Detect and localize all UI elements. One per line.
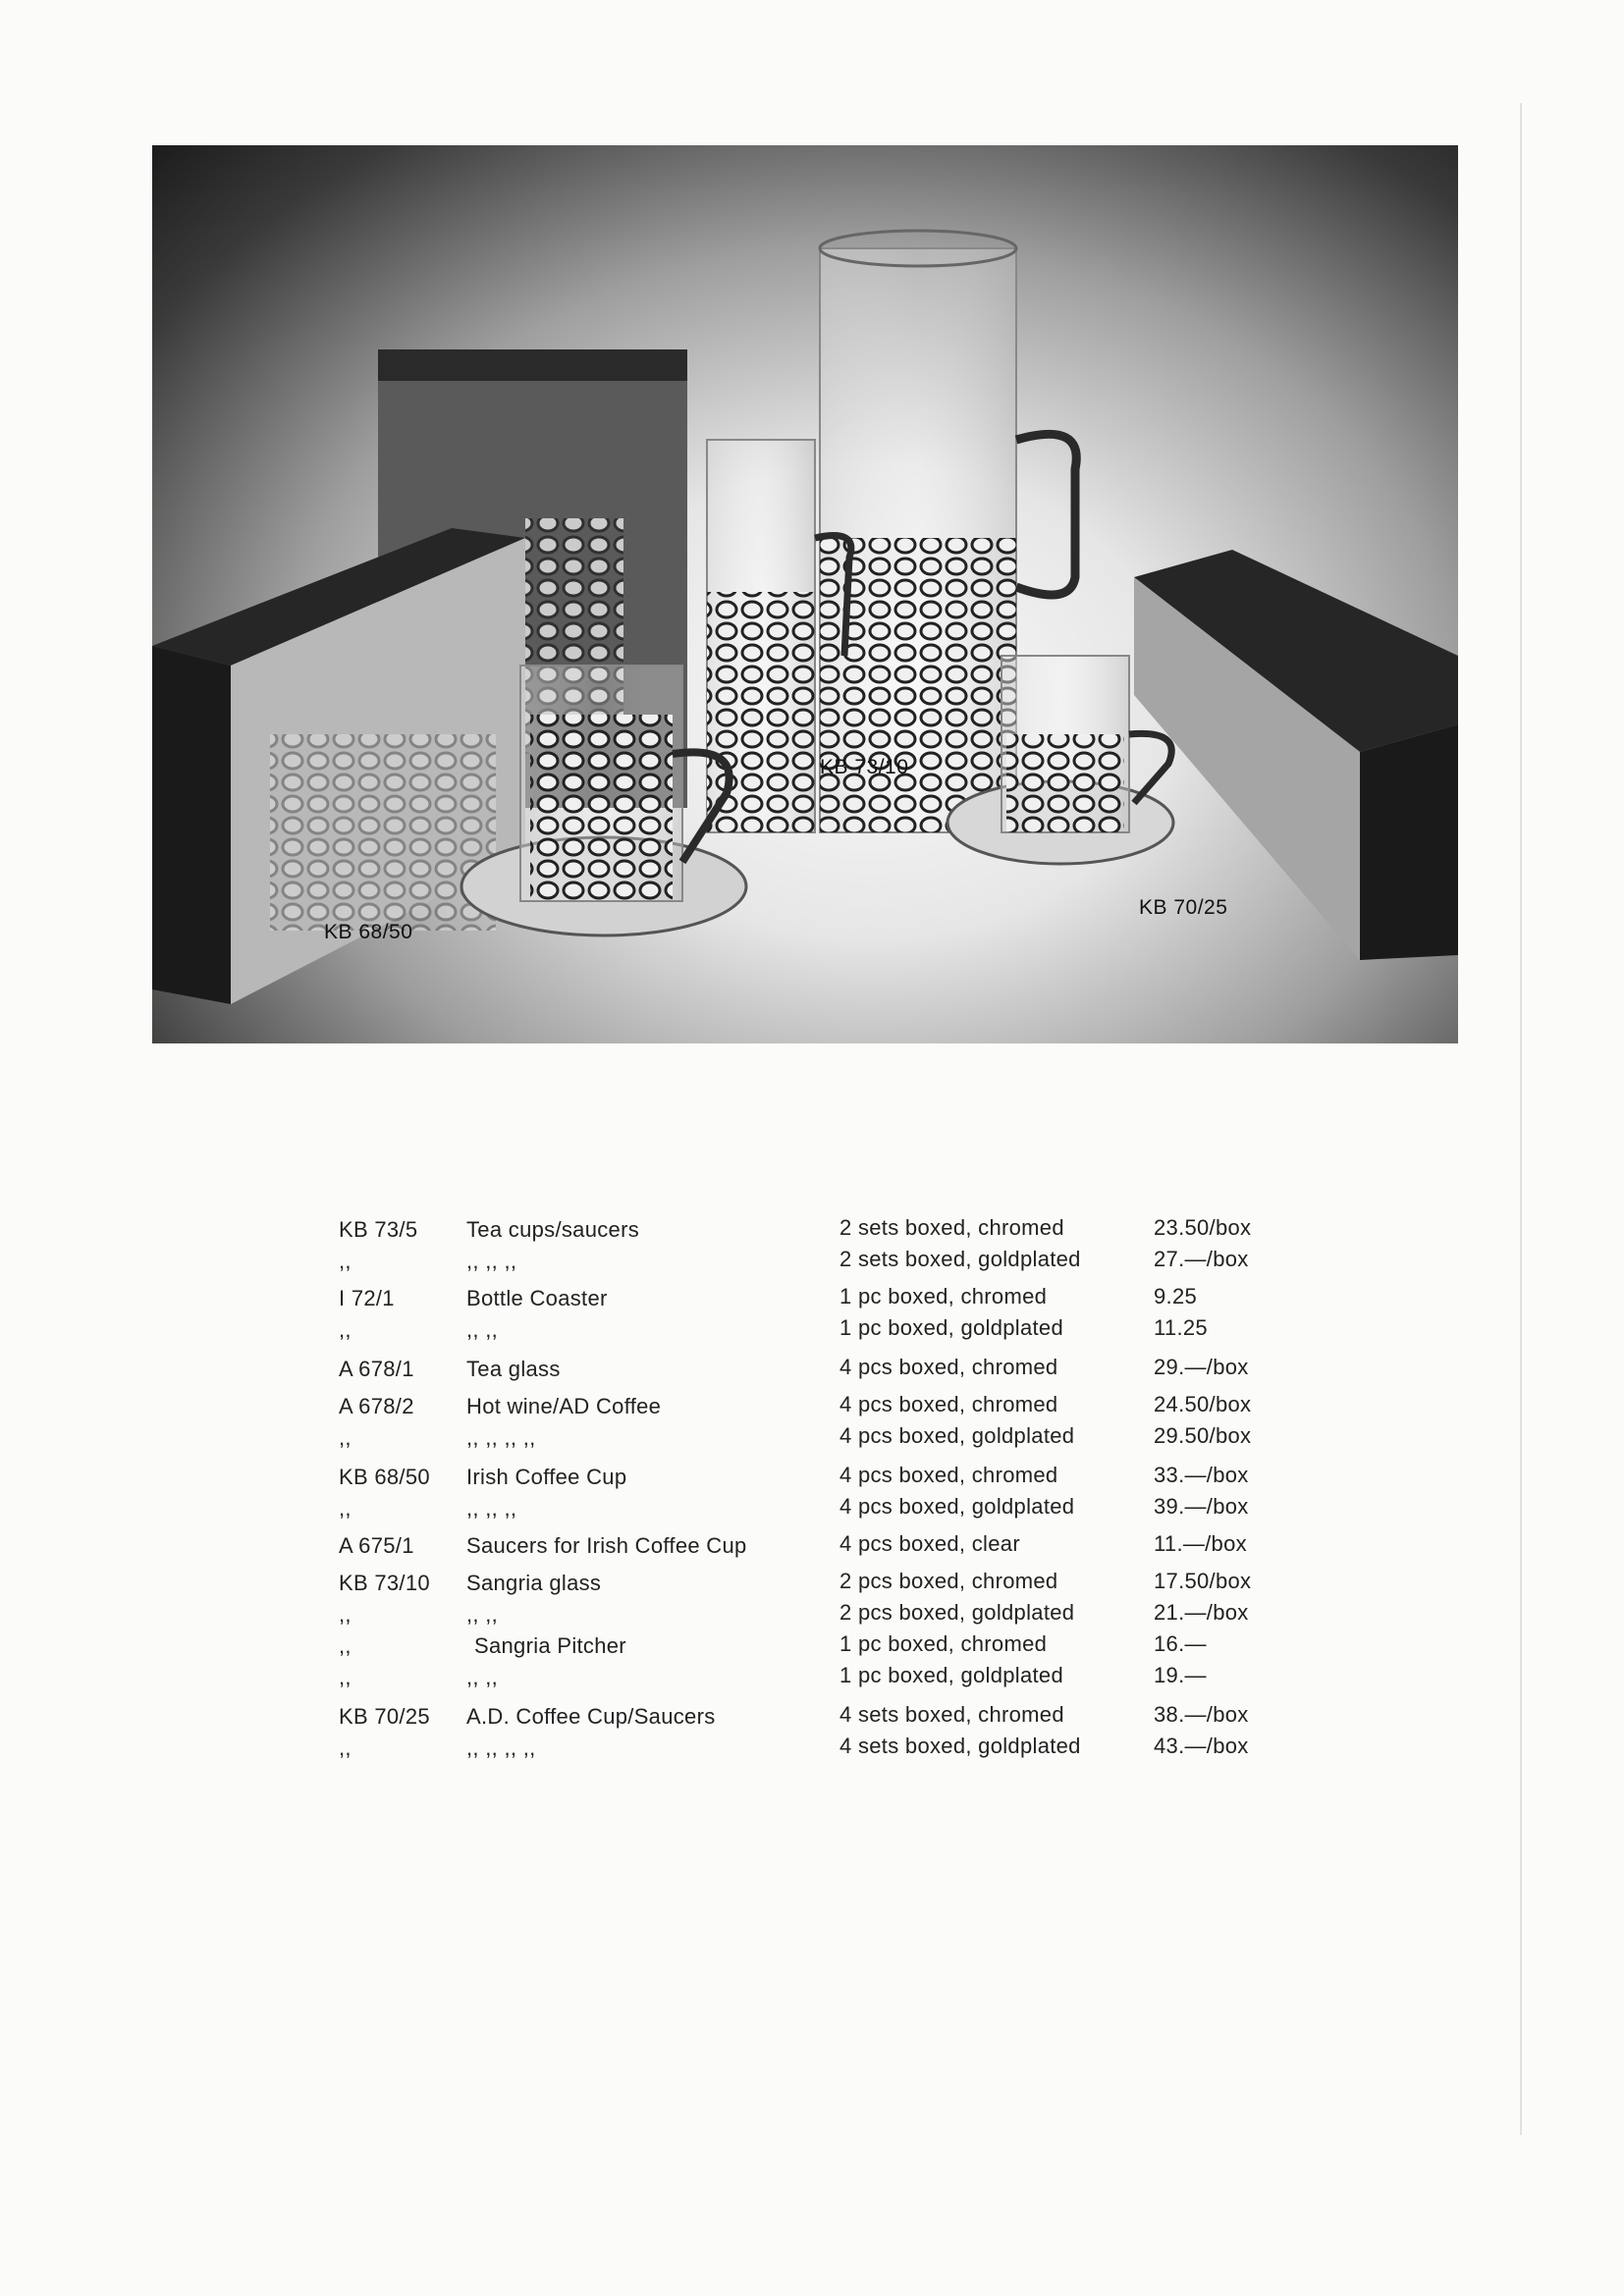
article-code: ,, (339, 1425, 352, 1450)
price: 43.—/box (1154, 1734, 1249, 1758)
packing: 2 sets boxed, chromed (839, 1215, 1064, 1240)
article-code: KB 73/10 (339, 1571, 430, 1595)
price: 29.50/box (1154, 1423, 1252, 1448)
article-description: Sangria glass (466, 1571, 602, 1595)
packing: 1 pc boxed, chromed (839, 1631, 1048, 1656)
price: 16.— (1154, 1631, 1207, 1656)
packing: 1 pc boxed, chromed (839, 1284, 1048, 1308)
packing: 4 sets boxed, chromed (839, 1702, 1064, 1727)
packing: 4 pcs boxed, goldplated (839, 1494, 1075, 1519)
price: 38.—/box (1154, 1702, 1249, 1727)
packing: 4 sets boxed, goldplated (839, 1734, 1081, 1758)
packing: 4 pcs boxed, clear (839, 1531, 1020, 1556)
photo-label-kb-70-25: KB 70/25 (1139, 896, 1228, 919)
article-description: Bottle Coaster (466, 1286, 608, 1310)
article-code: ,, (339, 1633, 352, 1658)
price: 24.50/box (1154, 1392, 1252, 1416)
price: 17.50/box (1154, 1569, 1252, 1593)
packing: 1 pc boxed, goldplated (839, 1663, 1063, 1687)
article-code: I 72/1 (339, 1286, 395, 1310)
article-description: ,, ,, (466, 1602, 499, 1627)
photo-label-kb-73-10: KB 73/10 (820, 756, 909, 778)
article-code: ,, (339, 1496, 352, 1521)
article-description: ,, ,, ,, (466, 1496, 517, 1521)
article-description: Saucers for Irish Coffee Cup (466, 1533, 747, 1558)
article-code: ,, (339, 1317, 352, 1342)
article-description: ,, ,, ,, ,, (466, 1425, 536, 1450)
article-description: Irish Coffee Cup (466, 1465, 627, 1489)
article-description: Tea glass (466, 1357, 561, 1381)
article-description: ,, ,, (466, 1665, 499, 1689)
article-description: A.D. Coffee Cup/Saucers (466, 1704, 716, 1729)
packing: 4 pcs boxed, chromed (839, 1392, 1058, 1416)
price: 21.—/box (1154, 1600, 1249, 1625)
price: 9.25 (1154, 1284, 1198, 1308)
photo-label-kb-68-50: KB 68/50 (324, 921, 413, 943)
packing: 4 pcs boxed, chromed (839, 1463, 1058, 1487)
price: 27.—/box (1154, 1247, 1249, 1271)
article-code: A 678/1 (339, 1357, 414, 1381)
article-code: ,, (339, 1602, 352, 1627)
packing: 4 pcs boxed, chromed (839, 1355, 1058, 1379)
price: 29.—/box (1154, 1355, 1249, 1379)
price: 19.— (1154, 1663, 1207, 1687)
article-description: ,, ,, (466, 1317, 499, 1342)
price: 11.25 (1154, 1315, 1208, 1340)
article-code: A 678/2 (339, 1394, 414, 1418)
article-code: KB 68/50 (339, 1465, 430, 1489)
packing: 2 pcs boxed, chromed (839, 1569, 1058, 1593)
article-description: Hot wine/AD Coffee (466, 1394, 662, 1418)
article-code: ,, (339, 1249, 352, 1273)
price: 39.—/box (1154, 1494, 1249, 1519)
article-description: ,, ,, ,, (466, 1249, 517, 1273)
article-code: A 675/1 (339, 1533, 414, 1558)
article-code: ,, (339, 1665, 352, 1689)
price: 33.—/box (1154, 1463, 1249, 1487)
price: 11.—/box (1154, 1531, 1247, 1556)
article-code: ,, (339, 1735, 352, 1760)
article-code: KB 73/5 (339, 1217, 418, 1242)
price: 23.50/box (1154, 1215, 1252, 1240)
article-code: KB 70/25 (339, 1704, 430, 1729)
packing: 2 pcs boxed, goldplated (839, 1600, 1075, 1625)
article-description: Sangria Pitcher (474, 1633, 626, 1658)
packing: 2 sets boxed, goldplated (839, 1247, 1081, 1271)
packing: 1 pc boxed, goldplated (839, 1315, 1063, 1340)
article-description: Tea cups/saucers (466, 1217, 639, 1242)
article-description: ,, ,, ,, ,, (466, 1735, 536, 1760)
packing: 4 pcs boxed, goldplated (839, 1423, 1075, 1448)
